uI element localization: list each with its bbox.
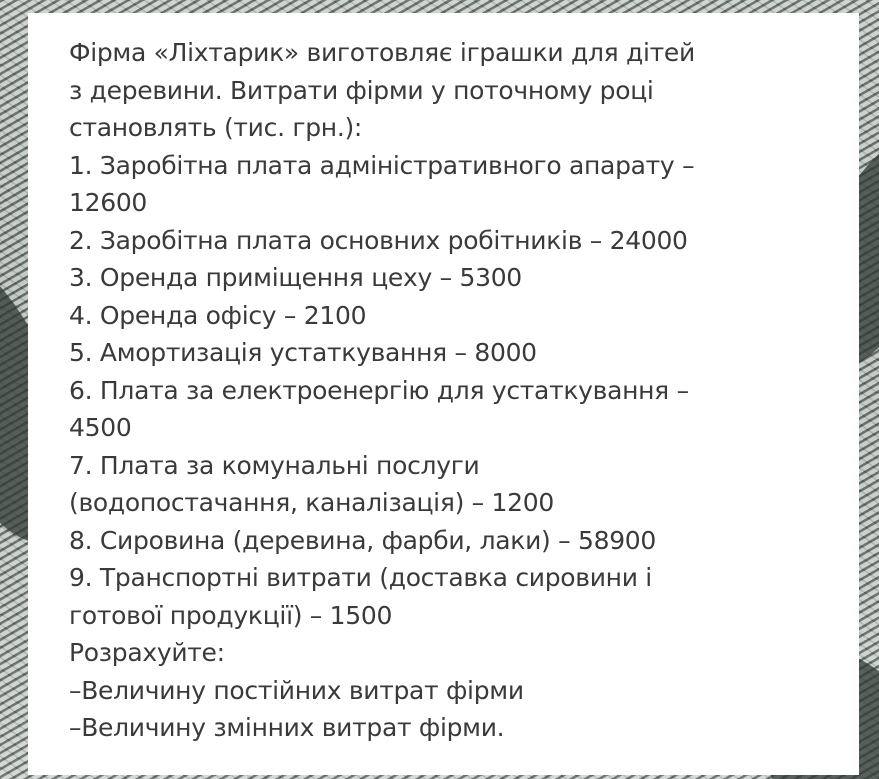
list-item: 7. Плата за комунальні послуги — [69, 450, 480, 480]
list-item: 4. Оренда офісу – 2100 — [69, 300, 367, 330]
list-item: 6. Плата за електроенергію для устаткування – — [69, 375, 689, 405]
list-item: 9. Транспортні витрати (доставка сировини і — [69, 563, 652, 592]
list-item: 1. Заробітна плата адміністративного апарату – — [69, 150, 695, 180]
list-item: 3. Оренда приміщення цеху – 5300 — [69, 263, 522, 292]
text-card — [28, 13, 859, 775]
list-item-continuation: (водопостачання, каналізація) – 1200 — [69, 488, 554, 517]
list-item: 8. Сировина (деревина, фарби, лаки) – 58900 — [69, 525, 657, 555]
list-item-continuation: 12600 — [69, 188, 148, 217]
task-heading: Розрахуйте: — [69, 638, 225, 667]
text-line: становлять (тис. грн.): — [69, 113, 363, 142]
text-line: з деревини. Витрати фірми у поточному році — [69, 75, 654, 105]
text-line: Фірма «Ліхтарик» виготовляє іграшки для дітей — [69, 38, 695, 67]
list-item-continuation: готової продукції) – 1500 — [69, 600, 393, 630]
list-item: 2. Заробітна плата основних робітників – 24000 — [69, 225, 688, 255]
task-item: –Величину постійних витрат фірми — [69, 675, 524, 705]
list-item-continuation: 4500 — [69, 413, 132, 442]
list-item: 5. Амортизація устаткування – 8000 — [69, 338, 537, 367]
task-item: –Величину змінних витрат фірми. — [69, 713, 505, 742]
